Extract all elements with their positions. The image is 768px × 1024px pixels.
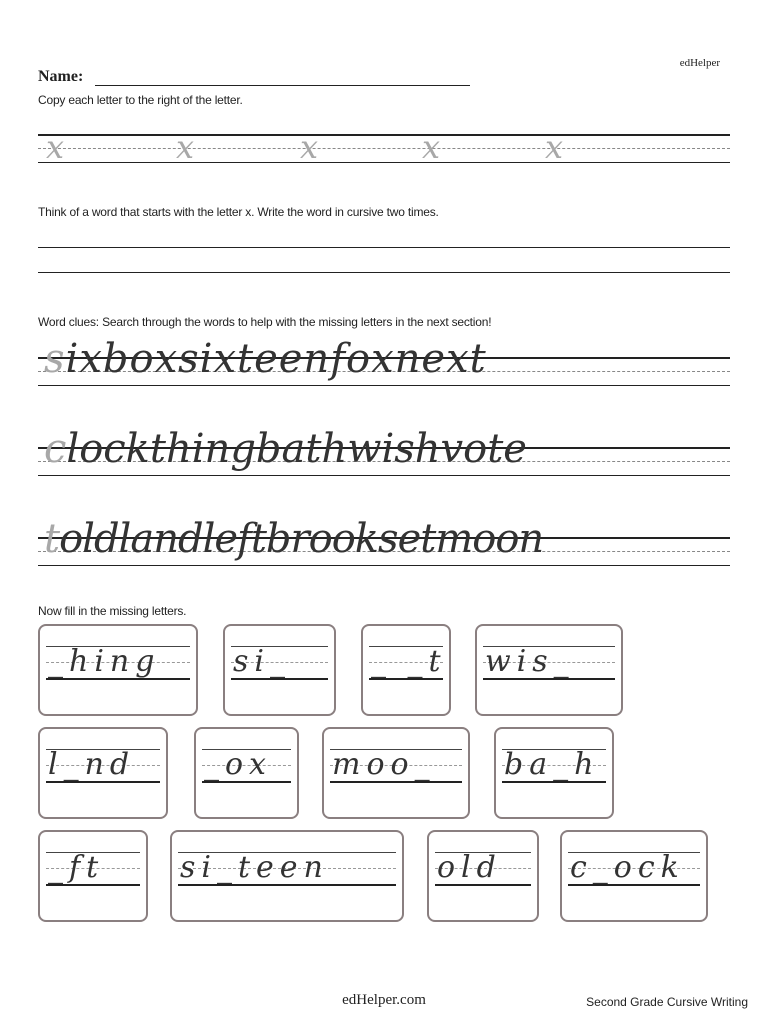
clue-row-3-base-line	[38, 565, 730, 566]
fill-box-word: l_nd	[48, 747, 136, 782]
trace-letter: x	[422, 128, 441, 166]
writing-base-line	[38, 162, 730, 163]
fill-box[interactable]	[170, 830, 404, 922]
answer-line-2[interactable]	[38, 272, 730, 273]
trace-letter: x	[176, 128, 195, 166]
fill-box-word: _ _t	[371, 644, 447, 679]
answer-line-1[interactable]	[38, 247, 730, 248]
fill-box-word: c_ock	[570, 850, 685, 885]
clue-row-3	[44, 516, 543, 562]
fill-box[interactable]	[38, 830, 148, 922]
fill-box-word: si_teen	[180, 850, 329, 885]
name-label: Name:	[38, 68, 84, 85]
writing-top-line	[38, 134, 730, 136]
fill-box-word: moo_	[332, 747, 436, 782]
clue-row-2-first-letter: c	[44, 426, 67, 472]
section3-instruction: Word clues: Search through the words to help with the missing letters in the next section!	[38, 315, 492, 329]
clue-row-2-base-line	[38, 475, 730, 476]
clue-row-2	[44, 426, 527, 472]
trace-letter: x	[46, 128, 65, 166]
clue-row-3-text: oldlandleftbrooksetmoon	[59, 516, 544, 562]
clue-row-3-first-letter: t	[44, 516, 60, 562]
clue-row-1-first-letter: s	[44, 336, 66, 382]
section1-instruction: Copy each letter to the right of the letter.	[38, 93, 243, 107]
section2-instruction: Think of a word that starts with the letter x. Write the word in cursive two times.	[38, 205, 439, 219]
fill-box[interactable]	[427, 830, 539, 922]
fill-box[interactable]	[560, 830, 708, 922]
clue-row-1	[44, 336, 487, 382]
trace-letter: x	[545, 128, 564, 166]
fill-box[interactable]	[38, 624, 198, 716]
fill-box[interactable]	[494, 727, 614, 819]
fill-box[interactable]	[38, 727, 168, 819]
footer-site: edHelper.com	[342, 992, 426, 1008]
fill-box[interactable]	[194, 727, 299, 819]
clue-row-1-text: ixboxsixteenfoxnext	[65, 336, 487, 382]
fill-box[interactable]	[322, 727, 470, 819]
fill-box-word: _ft	[48, 850, 105, 885]
fill-box-word: ba_h	[504, 747, 600, 782]
fill-box-word: _ox	[204, 747, 272, 782]
clue-row-1-base-line	[38, 385, 730, 386]
fill-box-word: wis_	[485, 644, 575, 679]
footer-title: Second Grade Cursive Writing	[586, 995, 748, 1009]
name-line[interactable]	[95, 85, 470, 86]
fill-box-word: old	[437, 850, 502, 885]
section4-instruction: Now fill in the missing letters.	[38, 604, 187, 618]
clue-row-2-text: lockthingbathwishvote	[66, 426, 527, 472]
writing-mid-line	[38, 148, 730, 149]
brand-label: edHelper	[679, 57, 720, 69]
fill-box-word: _hing	[48, 644, 161, 679]
fill-box[interactable]	[361, 624, 451, 716]
fill-box-word: si_	[233, 644, 291, 679]
fill-box[interactable]	[223, 624, 336, 716]
trace-letter: x	[300, 128, 319, 166]
fill-box[interactable]	[475, 624, 623, 716]
